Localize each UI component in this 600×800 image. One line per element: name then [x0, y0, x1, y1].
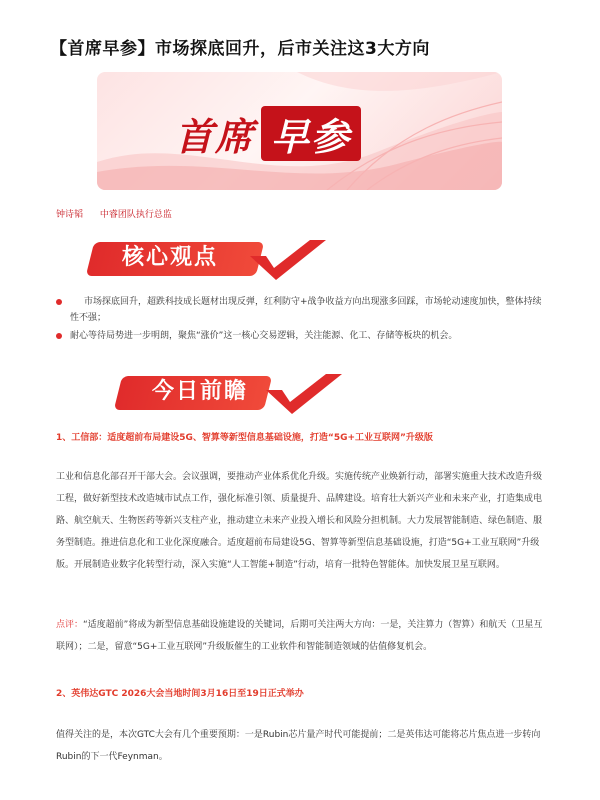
author-line [56, 207, 186, 220]
banner-title-part2: 早参 [261, 106, 361, 161]
checkmark-arrow-icon [250, 238, 330, 280]
news-item-2-body: 值得关注的是，本次GTC大会有几个重要预期：一是Rubin芯片量产时代可能提前；二是英伟达可能将芯片焦点进一步转向Rubin的下一代Feynman。 [56, 730, 541, 762]
banner-title-part1: 首席 [175, 115, 256, 159]
author-name: 钟诗韬 [56, 210, 84, 220]
author-role: 中睿团队执行总监 [99, 210, 172, 220]
core-bullet-text: 耐心等待局势进一步明朗，聚焦“涨价”这一核心交易逻辑，关注能源、化工、存储等板块的机会。 [70, 331, 458, 341]
bullet-dot-icon [56, 299, 62, 305]
news-item-1-body: 工业和信息化部召开干部大会。会议强调，要推动产业体系优化升级。实施传统产业焕新行动，部署实施重大技术改造升级工程，做好新型技术改造城市试点工作，强化标准引领、质量提升、品牌建设。培育壮大新兴产业和未来产业，打造集成电路、航空航天、生物医药等新兴支柱产业，推动建立未来产业投入增长和风险分担机制。大力发展智能制造、绿色制造、服务型制造。推进信息化和工业化深度融合。适度超前布局建设5G、智算等新型信息基础设施，打造“5G+工业互联网”升级版。开展制造业数字化转型行动，深入实施“人工智能+制造”行动，培育一批特色智能体。加快发展卫星互联网。 [56, 472, 543, 570]
core-section-header [90, 238, 330, 280]
core-bullet-list [56, 294, 546, 346]
news-item-1-title: 1、工信部：适度超前布局建设5G、智算等新型信息基础设施，打造“5G+工业互联网”升级版 [56, 433, 433, 443]
comment-label: 点评： [56, 620, 84, 630]
checkmark-arrow-icon [266, 372, 346, 414]
news-item-1-comment [56, 614, 546, 658]
news-item-2-title: 2、英伟达GTC 2026大会当地时间3月16日至19日正式举办 [56, 689, 304, 699]
banner-image [97, 72, 502, 190]
core-bullet-1 [56, 294, 546, 326]
today-heading: 今日前瞻 [152, 379, 249, 404]
core-bullet-text: 市场探底回升，超跌科技成长题材出现反弹，红利防守+战争收益方向出现涨多回踩，市场轮动速度加快，整体持续性不强； [70, 297, 542, 323]
today-section-header [118, 372, 358, 414]
article-title: 【首席早参】市场探底回升，后市关注这3大方向 [50, 39, 430, 59]
core-bullet-2 [56, 328, 546, 344]
core-heading: 核心观点 [122, 245, 219, 270]
bullet-dot-icon [56, 333, 62, 339]
comment-text: “适度超前”将成为新型信息基础设施建设的关键词，后期可关注两大方向：一是，关注算力（智算）和航天（卫星互联网）；二是，留意“5G+工业互联网”升级版催生的工业软件和智能制造领域的估值修复机会。 [56, 620, 543, 652]
